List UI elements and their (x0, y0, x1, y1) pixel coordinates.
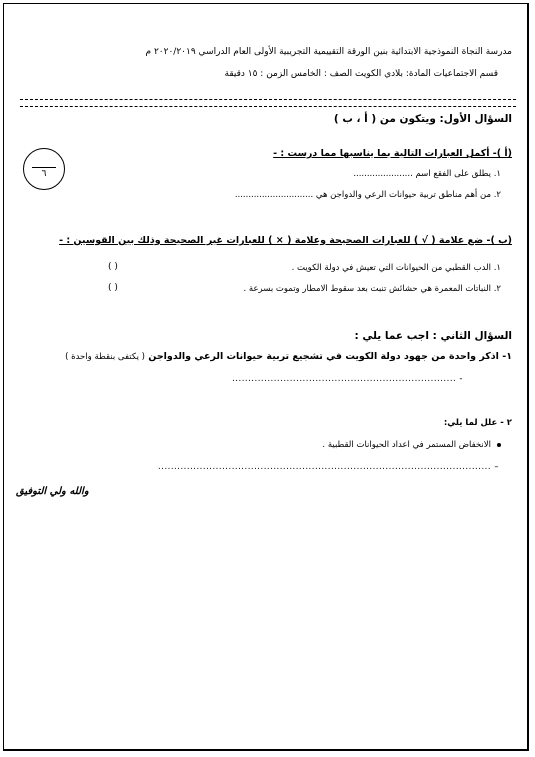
score-circle (23, 148, 65, 190)
question-2-item-2-bullet (322, 440, 501, 450)
score-value: ٦ (41, 169, 47, 179)
question-2-title: السؤال الثاني : اجب عما يلي : (354, 330, 512, 342)
part-a-item-1: ١. يطلق على الفقع اسم ...................... (353, 169, 501, 179)
part-b-item-1: ١. الدب القطبي من الحيوانات التي تعيش في دولة الكويت . (291, 263, 501, 273)
part-b-title: (ب )- ضع علامة ( √ ) للعبارات الصحيحة وعلامة ( × ) للعبارات غير الصحيحة وذلك بين القوسين : - (59, 235, 512, 246)
part-b-answer-1[interactable]: ( ) (108, 262, 118, 272)
part-b-answer-2[interactable]: ( ) (108, 283, 118, 293)
part-b-item-2: ٢. النباتات المعمرة هي حشائش تنبت بعد سقوط الامطار وتموت بسرعة . (243, 284, 501, 294)
part-a-title: (أ )- أكمل العبارات التالية بما يناسبها مما درست : - (273, 148, 512, 159)
question-2-answer-line-2[interactable]: – ........................................................................................................ (158, 462, 499, 472)
question-2-item-1 (65, 351, 512, 362)
part-a-item-2: ٢. من أهم مناطق تربية حيوانات الرعي والدواجن هي ............................. (234, 190, 501, 200)
question-2-item-1-note: ( يكتفى بنقطة واحدة ) (65, 352, 145, 362)
double-dashed-separator (20, 99, 516, 107)
header-line-1: مدرسة النجاة النموذجية الابتدائية بنين الورقة التقييمية التجريبية الأولى العام الدراسي ٢٠٢٠/٢٠١٩ م (145, 47, 512, 57)
question-1-title: السؤال الأول: ويتكون من ( أ ، ب ) (333, 113, 512, 125)
question-2-answer-line-1[interactable]: - ...................................................................... (232, 374, 463, 384)
question-2-item-2-bullet-text: الانخفاض المستمر في اعداد الحيوانات القطبية . (322, 440, 491, 450)
header-line-2: قسم الاجتماعيات المادة: بلادي الكويت الصف : الخامس الزمن : ١٥ دقيقة (224, 69, 498, 79)
question-2-item-2-title: ٢ - علل لما يلي: (443, 418, 512, 428)
score-fraction-line (32, 167, 56, 168)
bullet-dot (497, 443, 501, 447)
question-2-item-1-text: ١- اذكر واحدة من جهود دولة الكويت في تشجيع تربية حيوانات الرعي والدواجن (148, 351, 512, 362)
closing-phrase: والله ولي التوفيق (16, 486, 89, 497)
